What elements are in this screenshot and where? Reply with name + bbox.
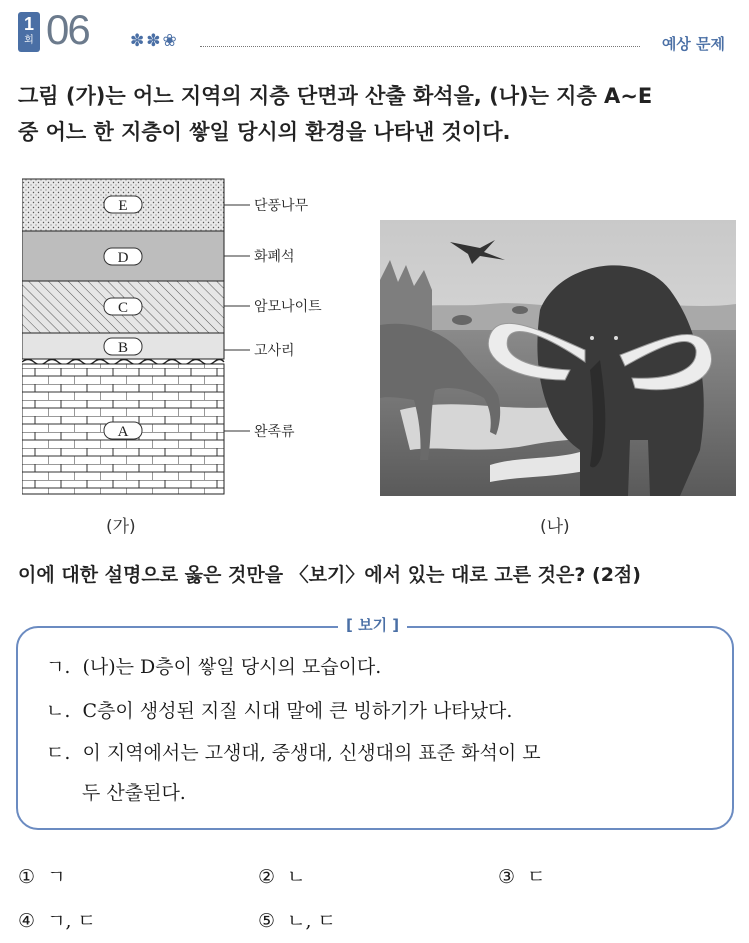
header-divider [200,46,640,47]
layer-a-label [104,422,142,440]
fossil-label-d: 화폐석 [254,249,295,265]
question-type-tag: 예상 문제 [661,35,725,53]
stem-line-2: 중 어느 한 지층이 쌓일 당시의 환경을 나타낸 것이다. [18,120,511,144]
stem-line-1: 그림 (가)는 어느 지역의 지층 단면과 산출 화석을, (나)는 지층 A∼E [18,84,653,108]
bogi-item-2 [46,696,512,723]
svg-text:C: C [117,300,129,316]
figure-ga-caption: (가) [106,517,136,537]
bogi-item-1 [46,652,381,679]
figure-na-caption: (나) [540,517,570,537]
bogi-item-marker: ㄴ. [46,700,71,722]
question-prompt: 이에 대한 설명으로 옳은 것만을 〈보기〉에서 있는 대로 고른 것은? (2점) [18,564,641,586]
choice-number: ③ [498,866,516,888]
choice-text: ㄱ [47,866,66,888]
choice-number: ① [18,866,36,888]
choice-1[interactable] [18,862,65,889]
fossil-label-c: 암모나이트 [254,299,322,315]
bogi-item-3-continued: 두 산출된다. [82,782,186,804]
choice-text: ㄴ, ㄷ [287,910,336,932]
svg-text:B: B [117,340,129,356]
choice-2[interactable] [258,862,305,889]
question-number: 06 [46,6,89,53]
bogi-title: [ 보기 ] [338,614,407,635]
choice-number: ④ [18,910,36,932]
bogi-item-text: (나)는 D층이 쌓일 당시의 모습이다. [82,656,382,678]
fossil-label-e: 단풍나무 [254,198,309,214]
fossil-label-b: 고사리 [254,343,295,359]
difficulty-stars: ✽✽❀ [130,31,179,51]
bogi-item-marker: ㄷ. [46,742,71,764]
question-stem [18,78,736,150]
choice-text: ㄷ [527,866,546,888]
ice-age-scene-image [380,220,736,496]
layer-d-label [104,248,142,266]
bogi-item-text: C층이 생성된 지질 시대 말에 큰 빙하기가 나타났다. [82,700,513,722]
bogi-item-3 [46,738,541,765]
bogi-item-text: 이 지역에서는 고생대, 중생대, 신생대의 표준 화석이 모 [82,742,541,764]
choice-3[interactable] [498,862,545,889]
choice-number: ⑤ [258,910,276,932]
round-badge [18,12,40,52]
choice-number: ② [258,866,276,888]
bogi-item-marker: ㄱ. [46,656,71,678]
round-label: 회 [24,35,34,46]
svg-text:A: A [117,424,129,440]
mammoth-illustration [380,220,736,496]
layer-c-label [104,298,142,316]
layer-b-label [104,338,142,356]
fossil-label-a: 완족류 [254,424,295,440]
svg-text:D: D [117,250,129,266]
strata-cross-section [22,176,352,506]
choice-4[interactable] [18,906,96,933]
choice-text: ㄴ [287,866,306,888]
svg-text:E: E [118,198,128,214]
round-number: 1 [23,14,34,34]
layer-e-label [104,196,142,214]
choice-text: ㄱ, ㄷ [47,910,96,932]
choice-5[interactable] [258,906,336,933]
